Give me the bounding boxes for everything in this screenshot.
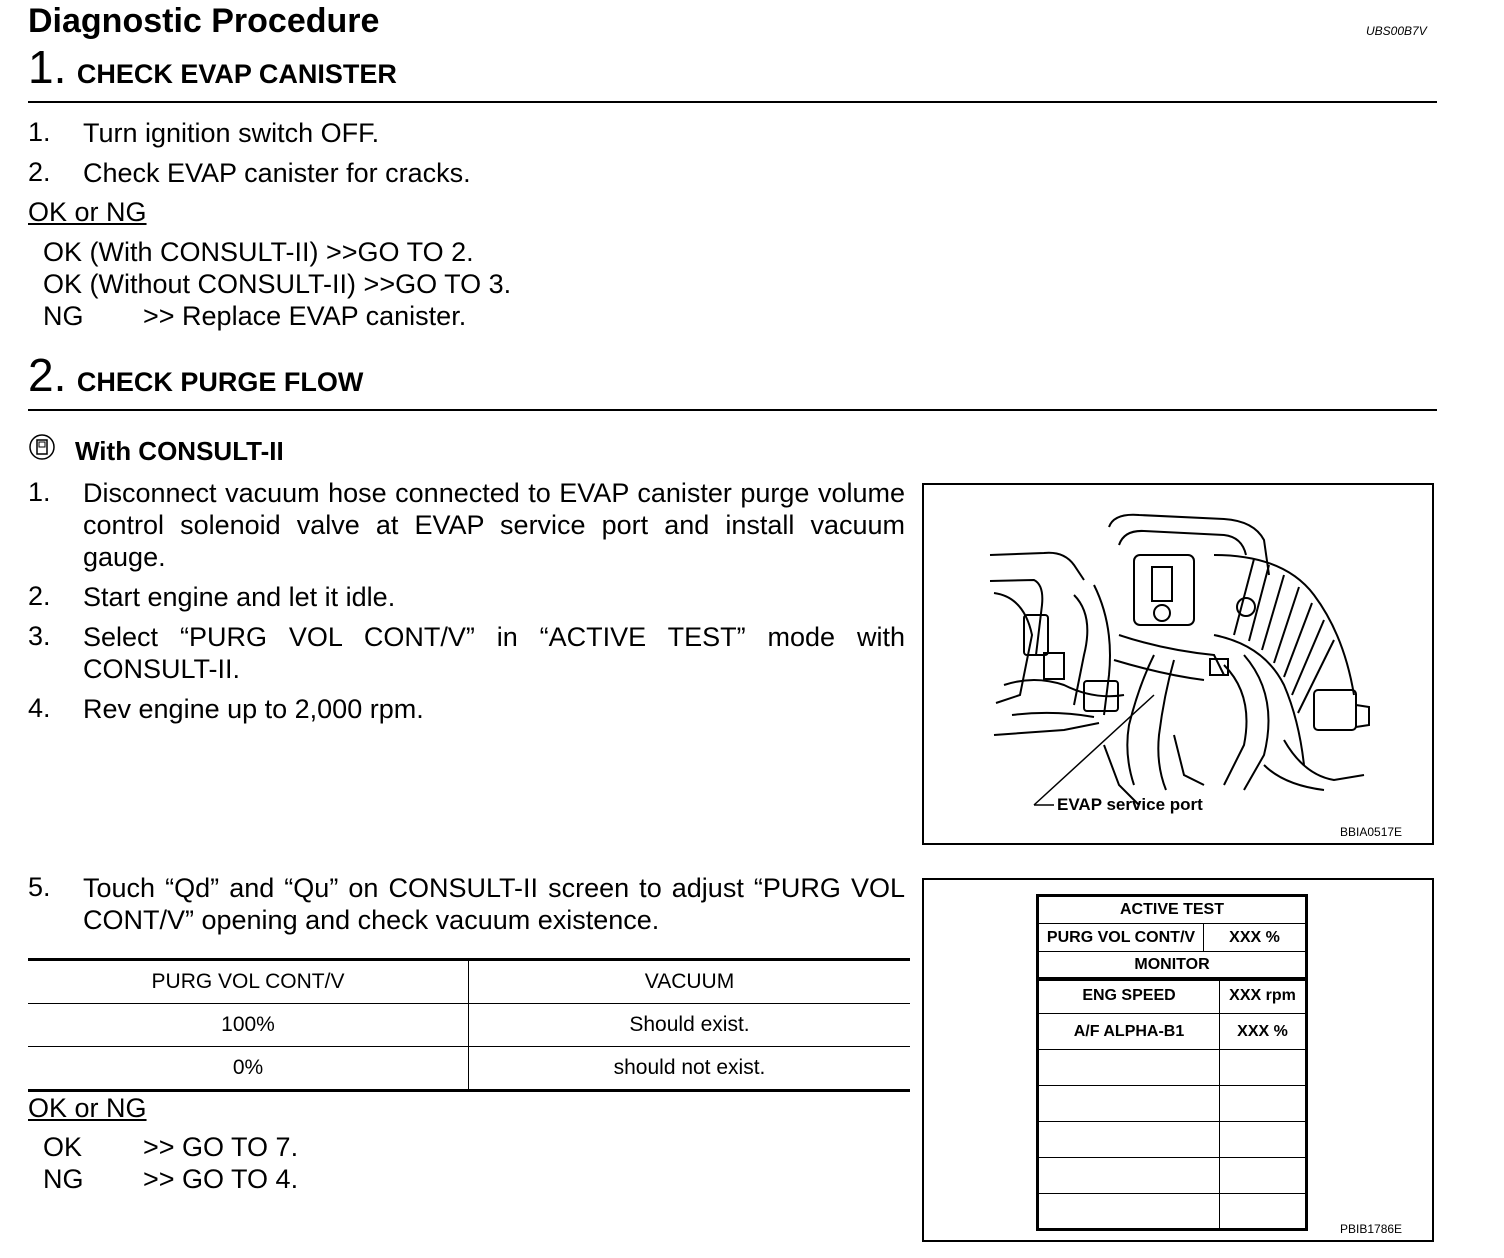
section-2-rule — [28, 409, 1437, 411]
table-cell: Should exist. — [469, 1004, 911, 1047]
section-1-rule — [28, 101, 1437, 103]
engine-bay-illustration — [924, 485, 1432, 843]
result-label: OK — [43, 1132, 83, 1162]
figure-code: BBIA0517E — [1340, 825, 1403, 839]
result-row — [43, 237, 743, 269]
table-cell: should not exist. — [469, 1047, 911, 1091]
section-1-heading — [28, 40, 397, 94]
consult-tool-icon — [28, 432, 58, 464]
result-row — [43, 269, 743, 301]
section-2-step — [0, 693, 905, 725]
vacuum-spec-table — [28, 958, 910, 1092]
table-row — [28, 1004, 910, 1047]
figure-code: PBIB1786E — [1340, 1222, 1403, 1236]
step-number: 1. — [28, 117, 51, 147]
result-label: OK (Without CONSULT-II) >>GO TO 3. — [43, 269, 512, 299]
empty-cell — [1038, 1122, 1220, 1158]
step-text: Disconnect vacuum hose connected to EVAP canister purge volume control solenoid valve at EVAP service port and install vacuum gauge. — [83, 478, 905, 572]
empty-cell — [1038, 1194, 1220, 1230]
table-header-cell: VACUUM — [469, 960, 911, 1004]
step-text: Turn ignition switch OFF. — [83, 118, 380, 148]
ok-or-ng-heading: OK or NG — [28, 1093, 147, 1123]
table-header-row — [28, 960, 910, 1004]
step-number: 1. — [28, 477, 51, 507]
document-id: UBS00B7V — [1366, 24, 1427, 38]
page-title: Diagnostic Procedure — [28, 2, 380, 40]
monitor-table — [1036, 977, 1308, 1231]
empty-cell — [1220, 1122, 1307, 1158]
result-action: >> Replace EVAP canister. — [143, 301, 467, 331]
result-row — [43, 301, 743, 333]
monitor-label: MONITOR — [1038, 952, 1307, 980]
empty-cell — [1038, 1158, 1220, 1194]
section-2-title: CHECK PURGE FLOW — [76, 367, 364, 397]
monitor-item-label: A/F ALPHA-B1 — [1038, 1014, 1220, 1050]
monitor-item-value: XXX % — [1220, 1014, 1307, 1050]
section-2-step — [0, 581, 905, 613]
ok-or-ng-heading: OK or NG — [28, 197, 147, 227]
empty-cell — [1220, 1086, 1307, 1122]
active-test-label: ACTIVE TEST — [1038, 896, 1307, 924]
empty-cell — [1220, 1050, 1307, 1086]
active-test-screen — [1036, 894, 1308, 981]
evap-service-port-callout: EVAP service port — [1057, 795, 1203, 814]
table-cell: 0% — [28, 1047, 469, 1091]
step-text: Touch “Qd” and “Qu” on CONSULT-II screen to adjust “PURG VOL CONT/V” opening and check vacuum existence. — [83, 873, 905, 935]
section-2-step — [0, 872, 905, 936]
item-label: PURG VOL CONT/V — [1038, 924, 1204, 952]
result-action: >> GO TO 7. — [143, 1132, 299, 1162]
step-text: Select “PURG VOL CONT/V” in “ACTIVE TEST” mode with CONSULT-II. — [83, 622, 905, 684]
section-2-step — [0, 621, 905, 685]
monitor-item-value: XXX rpm — [1220, 978, 1307, 1014]
step-number: 2. — [28, 157, 51, 187]
monitor-item-label: ENG SPEED — [1038, 978, 1220, 1014]
step-number: 4. — [28, 693, 51, 723]
section-2-number: 2. — [28, 349, 67, 401]
step-text: Check EVAP canister for cracks. — [83, 158, 471, 188]
result-row — [43, 1132, 643, 1164]
section-1-title: CHECK EVAP CANISTER — [76, 59, 397, 89]
section-1-step — [0, 157, 900, 189]
empty-cell — [1220, 1158, 1307, 1194]
result-action: >> GO TO 4. — [143, 1164, 299, 1194]
result-label: NG — [43, 1164, 84, 1194]
section-1-number: 1. — [28, 41, 67, 93]
section-1-step — [0, 117, 900, 149]
consult-screen-figure — [922, 878, 1434, 1242]
table-header-cell: PURG VOL CONT/V — [28, 960, 469, 1004]
item-value: XXX % — [1204, 924, 1307, 952]
section-2-step — [0, 477, 905, 577]
step-number: 5. — [28, 872, 51, 902]
engine-bay-figure — [922, 483, 1434, 845]
empty-cell — [1038, 1050, 1220, 1086]
step-text: Start engine and let it idle. — [83, 582, 396, 612]
result-label: NG — [43, 301, 84, 331]
with-consult-subheading: With CONSULT-II — [75, 436, 284, 466]
empty-cell — [1038, 1086, 1220, 1122]
step-text: Rev engine up to 2,000 rpm. — [83, 694, 424, 724]
result-row — [43, 1164, 643, 1196]
step-number: 3. — [28, 621, 51, 651]
result-label: OK (With CONSULT-II) >>GO TO 2. — [43, 237, 474, 267]
table-row — [28, 1047, 910, 1091]
section-2-heading — [28, 348, 363, 402]
table-cell: 100% — [28, 1004, 469, 1047]
step-number: 2. — [28, 581, 51, 611]
empty-cell — [1220, 1194, 1307, 1230]
